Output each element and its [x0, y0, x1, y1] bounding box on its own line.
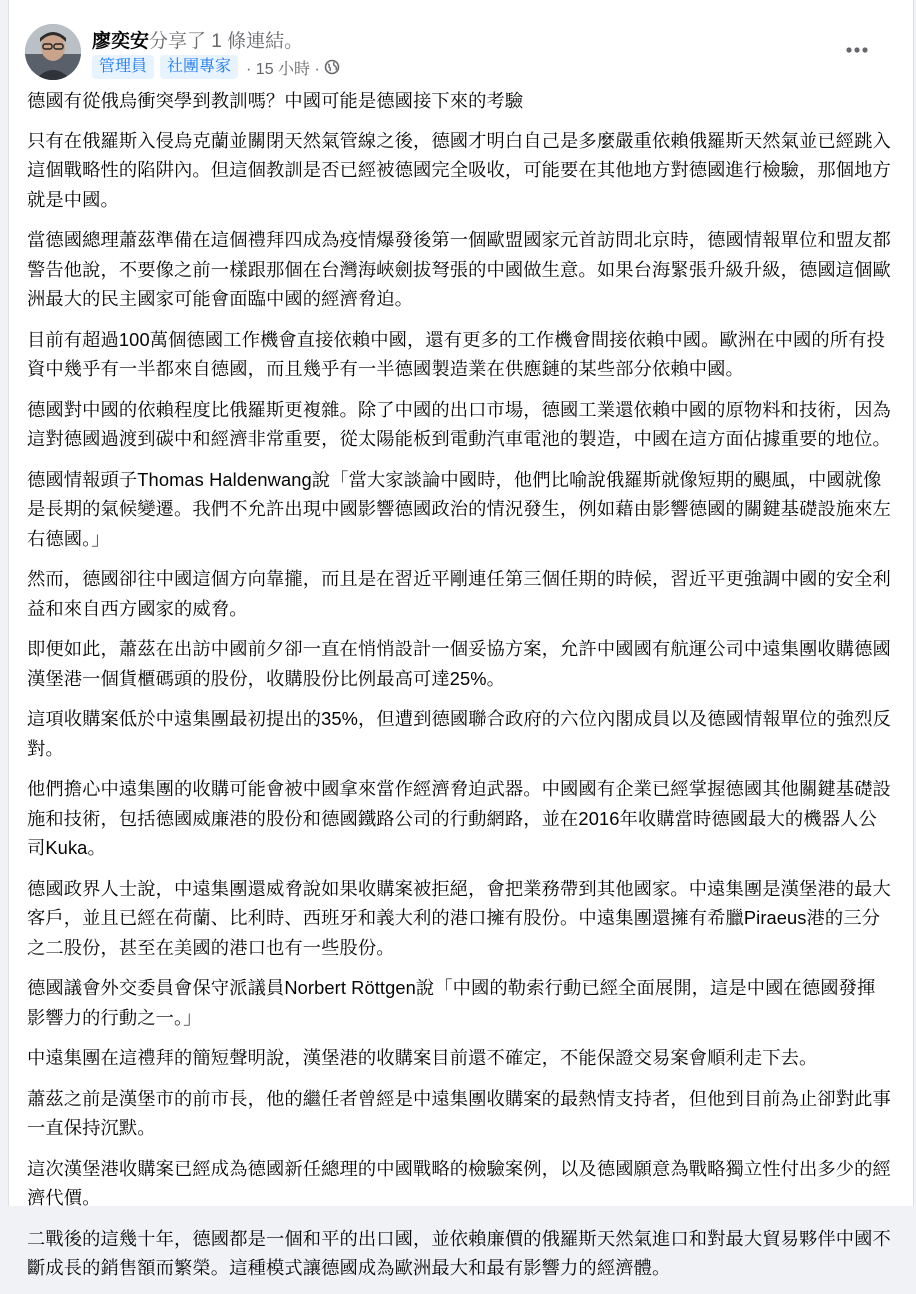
- avatar[interactable]: [25, 24, 81, 80]
- post-paragraph: 這項收購案低於中遠集團最初提出的35%，但遭到德國聯合政府的六位內閣成員以及德國情報單位的強烈反對。: [27, 708, 892, 759]
- post-body: [27, 86, 893, 1294]
- share-action-text: 分享了 1 條連結。: [149, 31, 304, 52]
- post-paragraph: 德國政界人士說，中遠集團還威脅說如果收購案被拒絕，會把業務帶到其他國家。中遠集團是漢堡港的最大客戶，並且已經在荷蘭、比利時、西班牙和義大利的港口擁有股份。中遠集團還擁有希臘Piraeus港的三分之二股份，甚至在美國的港口也有一些股份。: [27, 877, 891, 958]
- post-paragraph: 德國情報頭子Thomas Haldenwang說「當大家談論中國時，他們比喻說俄羅斯就像短期的颶風，中國就像是長期的氣候變遷。我們不允許出現中國影響德國政治的情況發生，例如藉由影響德國的關鍵基礎設施來左右德國。」: [27, 468, 891, 549]
- post-paragraph: 當德國總理蕭茲準備在這個禮拜四成為疫情爆發後第一個歐盟國家元首訪問北京時，德國情報單位和盟友都警告他說，不要像之前一樣跟那個在台灣海峽劍拔弩張的中國做生意。如果台海緊張升級升級，德國這個歐洲最大的民主國家可能會面臨中國的經濟脅迫。: [27, 229, 891, 309]
- post-paragraph: 這次漢堡港收購案已經成為德國新任總理的中國戰略的檢驗案例，以及德國願意為戰略獨立性付出多少的經濟代價。: [27, 1157, 891, 1208]
- post-paragraph: 中遠集團在這禮拜的簡短聲明說，漢堡港的收購案目前還不確定，不能保證交易案會順利走下去。: [27, 1047, 818, 1068]
- post-card: [8, 0, 914, 1278]
- post-title: 德國有從俄烏衝突學到教訓嗎？中國可能是德國接下來的考驗: [27, 90, 524, 111]
- post-paragraph: 即便如此，蕭茲在出訪中國前夕卻一直在悄悄設計一個妥協方案，允許中國國有航運公司中遠集團收購德國漢堡港一個貨櫃碼頭的股份，收購股份比例最高可達25%。: [27, 638, 891, 689]
- post-paragraph: 德國對中國的依賴程度比俄羅斯更複雜。除了中國的出口市場，德國工業還依賴中國的原物料和技術，因為這對德國過渡到碳中和經濟非常重要，從太陽能板到電動汽車電池的製造，中國在這方面佔據重要的地位。: [27, 398, 891, 449]
- post-paragraph: 他們擔心中遠集團的收購可能會被中國拿來當作經濟脅迫武器。中國國有企業已經掌握德國其他關鍵基礎設施和技術，包括德國威廉港的股份和德國鐵路公司的行動網路，並在2016年收購當時德國最大的機器人公司Kuka。: [27, 778, 891, 858]
- post-paragraph: 目前有超過100萬個德國工作機會直接依賴中國，還有更多的工作機會間接依賴中國。歐洲在中國的所有投資中幾乎有一半都來自德國，而且幾乎有一半德國製造業在供應鏈的某些部分依賴中國。: [27, 328, 885, 379]
- more-options-icon[interactable]: [837, 30, 877, 70]
- post-meta: [92, 54, 340, 80]
- admin-badge[interactable]: 管理員: [92, 55, 154, 79]
- avatar-photo: [25, 24, 81, 80]
- post-paragraph: 蕭茲之前是漢堡市的前市長，他的繼任者曾經是中遠集團收購案的最熱情支持者，但他到目前為止卻對此事一直保持沉默。: [27, 1087, 891, 1138]
- post-paragraph: 只有在俄羅斯入侵烏克蘭並關閉天然氣管線之後，德國才明白自己是多麼嚴重依賴俄羅斯天然氣並已經跳入這個戰略性的陷阱內。但這個教訓是否已經被德國完全吸收，可能要在其他地方對德國進行檢驗，那個地方就是中國。: [27, 129, 891, 210]
- post-paragraph: 然而，德國卻往中國這個方向靠攏，而且是在習近平剛連任第三個任期的時候，習近平更強調中國的安全利益和來自西方國家的威脅。: [27, 568, 891, 619]
- post-header: [25, 20, 897, 84]
- post-paragraph: 德國議會外交委員會保守派議員Norbert Röttgen說「中國的勒索行動已經全面展開，這是中國在德國發揮影響力的行動之一。」: [27, 977, 876, 1028]
- author-name[interactable]: 廖奕安: [92, 31, 150, 52]
- post-paragraph: 二戰後的這幾十年，德國都是一個和平的出口國，並依賴廉價的俄羅斯天然氣進口和對最大貿易夥伴中國不斷成長的銷售額而繁榮。這種模式讓德國成為歐洲最大和最有影響力的經濟體。: [27, 1227, 891, 1278]
- globe-icon[interactable]: [324, 59, 340, 75]
- post-timestamp[interactable]: · 15 小時 ·: [246, 60, 320, 78]
- post-author-line: [92, 26, 303, 53]
- group-expert-badge[interactable]: 社團專家: [160, 55, 238, 79]
